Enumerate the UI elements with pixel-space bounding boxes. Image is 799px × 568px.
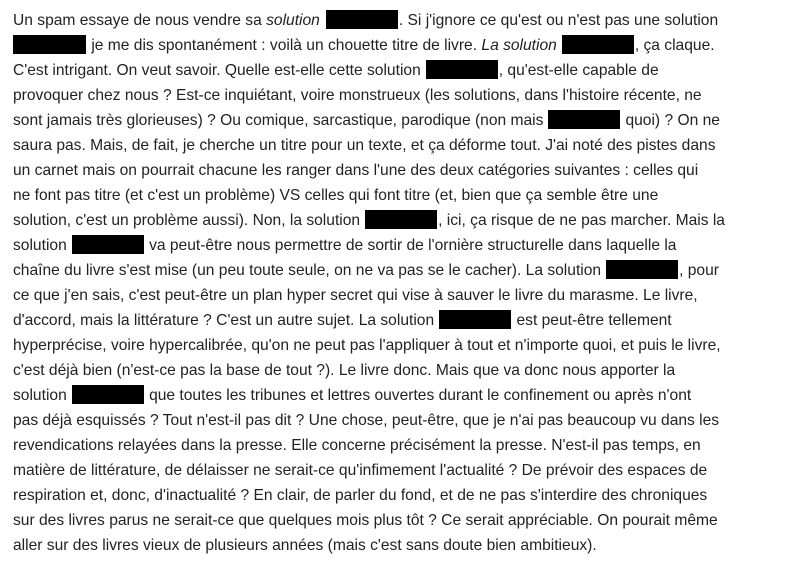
redaction-block [426,60,498,79]
redaction-block [439,310,511,329]
text-segment: pas déjà esquissés ? Tout n'est-il pas dit ? Une chose, peut-être, que je n'ai pas beaucoup vu dans les [13,412,720,429]
text-segment: , ça claque. [634,37,715,54]
redaction-block [13,35,86,54]
text-segment: provoquer chez nous ? Est-ce inquiétant, voire monstrueux (les solutions, dans l'histoire récente, ne [13,87,702,104]
text-segment: un carnet mais on pourrait chacune les ranger dans l'une des deux catégories suivantes : celles qui [13,162,699,179]
redaction-block [562,35,634,54]
text-segment: solution, c'est un problème aussi). Non, la solution [13,212,361,229]
redaction-block [72,385,144,404]
text-line-8 [13,183,793,208]
text-segment: revendications relayées dans la presse. Elle concerne précisément la presse. N'est-il pas temps, en [13,437,701,454]
text-segment: matière de littérature, de délaisser ne serait-ce qu'infimement l'actualité ? De prévoir des espaces de [13,462,708,479]
text-line-22 [13,533,793,558]
text-line-21 [13,508,793,533]
text-segment: ne font pas titre (et c'est un problème) VS celles qui font titre (et, bien que ça semble être une [13,187,659,204]
text-line-14 [13,333,793,358]
text-segment: chaîne du livre s'est mise (un peu toute seule, on ne va pas se le cacher). La solution [13,262,602,279]
text-line-11 [13,258,793,283]
text-line-7 [13,158,793,183]
text-segment: ce que j'en sais, c'est peut-être un plan hyper secret qui vise à sauver le livre du marasme. Le livre, [13,287,698,304]
text-line-17 [13,408,793,433]
text-line-1 [13,8,793,33]
text-segment: C'est intrigant. On veut savoir. Quelle est-elle cette solution [13,62,421,79]
redaction-block [72,235,144,254]
text-segment: solution [13,237,67,254]
text-segment: quoi) ? On ne [625,112,720,129]
text-segment: d'accord, mais la littérature ? C'est un autre sujet. La solution [13,312,435,329]
article-body [13,8,793,558]
emphasis-text: solution [266,12,320,29]
text-line-10 [13,233,793,258]
text-segment: solution [13,387,67,404]
text-line-4 [13,83,793,108]
text-line-12 [13,283,793,308]
text-segment: saura pas. Mais, de fait, je cherche un titre pour un texte, et ça déforme tout. J'ai noté des pistes dans [13,137,716,154]
text-line-18 [13,433,793,458]
text-segment: , pour [679,262,719,279]
text-line-2 [13,33,793,58]
text-segment: hyperprécise, voire hypercalibrée, qu'on ne peut pas l'appliquer à tout et n'importe quoi, et puis le livre, [13,337,721,354]
text-line-3 [13,58,793,83]
text-segment: , qu'est-elle capable de [498,62,659,79]
text-segment: . Si j'ignore ce qu'est ou n'est pas une solution [398,12,719,29]
redaction-block [365,210,437,229]
text-line-6 [13,133,793,158]
text-segment: c'est déjà bien (n'est-ce pas la base de tout ?). Le livre donc. Mais que va donc nous apporter la [13,362,676,379]
redaction-block [548,110,620,129]
text-segment: que toutes les tribunes et lettres ouvertes durant le confinement ou après n'ont [144,387,692,404]
text-segment: est peut-être tellement [512,312,672,329]
text-line-20 [13,483,793,508]
text-segment: sur des livres parus ne serait-ce que quelques mois plus tôt ? Ce serait appréciable. On pourait même [13,512,718,529]
redaction-block [606,260,678,279]
text-segment: aller sur des livres vieux de plusieurs années (mais c'est sans doute bien ambitieux). [13,537,597,554]
redaction-block [326,10,398,29]
text-segment: , ici, ça risque de ne pas marcher. Mais la [438,212,725,229]
text-line-15 [13,358,793,383]
text-line-13 [13,308,793,333]
text-segment: va peut-être nous permettre de sortir de l'ornière structurelle dans laquelle la [144,237,677,254]
text-line-19 [13,458,793,483]
emphasis-text: La solution [481,37,557,54]
text-segment: respiration et, donc, d'inactualité ? En clair, de parler du fond, et de ne pas s'interdire des chroniques [13,487,708,504]
text-segment: sont jamais très glorieuses) ? Ou comique, sarcastique, parodique (non mais [13,112,544,129]
text-segment: je me dis spontanément : voilà un chouette titre de livre. [87,37,482,54]
text-line-5 [13,108,793,133]
text-segment: Un spam essaye de nous vendre sa [13,12,267,29]
text-line-9 [13,208,793,233]
text-line-16 [13,383,793,408]
